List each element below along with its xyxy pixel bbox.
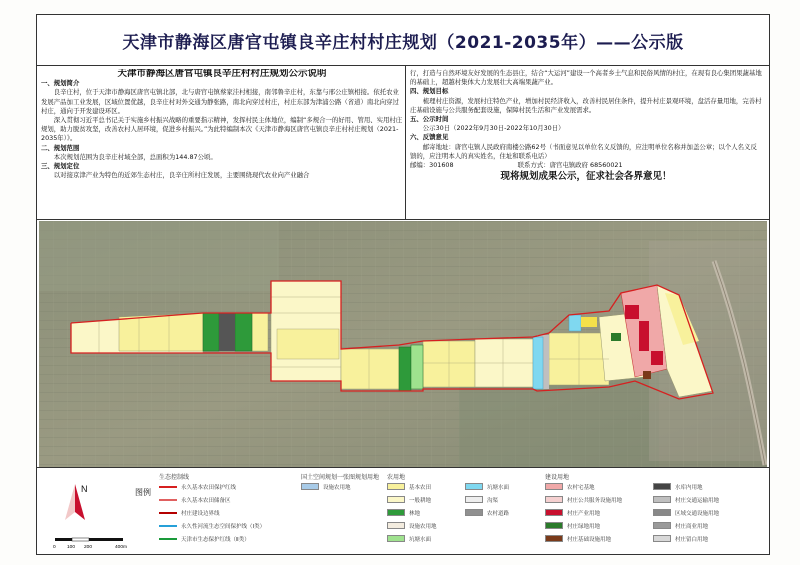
- legend-item-label: 村庄产业用地: [567, 510, 601, 517]
- section-heading-scope: 二、规划范围: [41, 143, 80, 152]
- legend-swatch: [653, 509, 671, 516]
- legend-item-label: 永久性河流生态空间保护线（Ⅰ类）: [181, 523, 266, 530]
- legend-item-label: 村庄绿地用地: [567, 523, 601, 530]
- notice-panel: [37, 65, 769, 220]
- legend-item-label: 永久基本农田保护红线: [181, 484, 237, 491]
- legend-swatch: [653, 483, 671, 490]
- notice-slogan: 现将规划成果公示，征求社会各界意见！: [500, 171, 672, 183]
- positioning-continued: 行，打造与自然环境友好发展的生态县庄，结合“大运河”建设一个高者乡土气息和民俗风情的村庄，在现有良心集团果蔬基地的基础上，超越村集体大力发展壮大高端果蔬产业。: [410, 69, 762, 87]
- scope-paragraph: 本次规划范围为良辛庄村域全部，总面积为144.87公顷。: [53, 152, 217, 161]
- map-canvas: [39, 221, 767, 467]
- page-title: 天津市静海区唐官屯镇良辛庄村村庄规划（2021-2035年）——公示版: [122, 32, 684, 53]
- section-heading-positioning: 三、规划定位: [41, 162, 80, 171]
- legend-item-label: 村庄建设边界线: [181, 510, 220, 517]
- legend-panel: [37, 467, 769, 555]
- legend-item: [465, 482, 509, 491]
- section-heading-goals: 四、规划目标: [410, 87, 449, 96]
- legend-item-label: 区域交通设施用地: [675, 510, 720, 517]
- legend-item: [653, 521, 708, 530]
- legend-item: [387, 495, 431, 504]
- legend-swatch: [545, 496, 563, 503]
- legend-item-label: 村庄留白用地: [675, 536, 709, 543]
- legend-item-label: 水库内用地: [675, 484, 703, 491]
- legend-swatch: [545, 535, 563, 542]
- legend-caption-text: 图例: [135, 488, 151, 497]
- legend-item-label: 村庄公共服务设施用地: [567, 497, 623, 504]
- north-arrow-icon: [55, 480, 95, 528]
- column-divider: [405, 65, 406, 219]
- notice-title: 天津市静海区唐官屯镇良辛庄村村庄规划公示说明: [117, 69, 327, 79]
- legend-swatch: [159, 499, 177, 501]
- goals-paragraph: 梳理村庄资源，发展村庄特色产业，增加村民经济收入，改善村民居住条件，提升村庄景观环境，盘活存量用地，完善村庄基础设施与公共服务配套设施，保障村民生活和产业发展需求。: [410, 96, 762, 114]
- legend-header-construction: 建设用地: [545, 474, 570, 481]
- legend-swatch: [387, 496, 405, 503]
- positioning-paragraph: 以对接京津产业为特色的近郊生态村庄，良辛庄所村庄发展，主要围绕现代农业向产业融合: [53, 171, 310, 180]
- legend-swatch: [465, 483, 483, 490]
- legend-item: [301, 482, 351, 491]
- legend-item: [159, 521, 265, 530]
- legend-item: [653, 495, 719, 504]
- legend-item: [653, 482, 703, 491]
- legend-swatch: [159, 512, 177, 514]
- feedback-address: 邮寄地址：唐官屯镇人民政府南楼公路62号（书面意见以单位名义反馈的，应注明单位名称并加盖公章；以个人名义反馈的，应注明本人的真实姓名，住址和联系电话）: [410, 142, 757, 160]
- legend-item-label: 永久基本农田储备区: [181, 497, 231, 504]
- scale-bar: [49, 536, 129, 550]
- legend-item-label: 沟渠: [487, 497, 499, 504]
- legend-item: [545, 495, 622, 504]
- legend-item: [465, 508, 509, 517]
- planning-sheet: [36, 14, 770, 555]
- scale-tick: 100: [67, 545, 76, 550]
- legend-swatch: [387, 509, 405, 516]
- legend-item: [387, 482, 431, 491]
- legend-item: [387, 534, 431, 543]
- legend-item-label: 村庄商业用地: [675, 523, 709, 530]
- legend-item: [159, 508, 220, 517]
- scale-tick: 200: [84, 545, 93, 550]
- legend-item-label: 村庄交通运输用地: [675, 497, 720, 504]
- legend-swatch: [159, 525, 177, 527]
- legend-item-label: 基本农田: [409, 484, 432, 491]
- legend-item: [159, 482, 236, 491]
- section-heading-feedback: 六、反馈意见: [410, 133, 449, 142]
- legend-swatch: [465, 509, 483, 516]
- section-heading-intro: 一、规划简介: [41, 79, 80, 88]
- legend-swatch: [387, 483, 405, 490]
- notice-right-column: [410, 69, 762, 217]
- legend-item: [465, 495, 498, 504]
- legend-item: [545, 482, 595, 491]
- legend-swatch: [465, 496, 483, 503]
- legend-header-eco: 生态控制线: [159, 474, 190, 481]
- feedback-contact-row: [410, 161, 762, 170]
- legend-header-plan: 国土空间规划一张图规划用地: [301, 474, 380, 481]
- legend-swatch: [159, 486, 177, 488]
- legend-item-label: 坑塘水面: [487, 484, 510, 491]
- legend-item: [387, 521, 437, 530]
- period-paragraph: 公示30日（2022年9月30日-2022年10月30日）: [422, 124, 565, 133]
- legend-item-label: 坑塘水面: [409, 536, 432, 543]
- legend-item: [545, 534, 611, 543]
- notice-left-column: [41, 69, 403, 217]
- feedback-zip: 邮编：301608: [410, 161, 454, 170]
- legend-caption: [135, 478, 151, 508]
- legend-item-label: 农村宅基地: [567, 484, 595, 491]
- legend-item: [545, 521, 600, 530]
- legend-item-label: 林地: [409, 510, 421, 517]
- feedback-phone: 联系方式：唐官屯镇政府 68560021: [517, 161, 623, 170]
- title-band: [37, 15, 769, 66]
- legend-swatch: [159, 538, 177, 540]
- legend-item: [387, 508, 420, 517]
- legend-swatch: [387, 522, 405, 529]
- legend-item-label: 设施农用地: [409, 523, 437, 530]
- legend-swatch: [545, 522, 563, 529]
- scale-tick: 400m: [115, 545, 127, 550]
- legend-item-label: 天津市生态保护红线（Ⅱ类）: [181, 536, 250, 543]
- legend-swatch: [653, 496, 671, 503]
- legend-item-label: 村庄基础设施用地: [567, 536, 612, 543]
- legend-swatch: [545, 509, 563, 516]
- legend-item-label: 设施农用地: [323, 484, 351, 491]
- intro-paragraph-1: 良辛庄村，位于天津市静海区唐官屯镇北部，北与唐官屯镇蔡家洼村相接，南邻鲁辛庄村，东靠与邢公庄镇相接。依托农业发展产品加工业发展，区域位置优越，良辛庄村对外交通为静张路，南北向穿过村庄，村庄东部为津浦公路（省道）南北向穿过村庄，通向于开发建设环区。: [41, 88, 399, 115]
- north-label: N: [81, 484, 88, 494]
- legend-item-label: 一般耕地: [409, 497, 432, 504]
- legend-swatch: [301, 483, 319, 490]
- section-heading-period: 五、公示时间: [410, 115, 449, 124]
- legend-swatch: [653, 522, 671, 529]
- legend-item: [159, 495, 231, 504]
- legend-item: [545, 508, 600, 517]
- planning-map[interactable]: [39, 221, 767, 467]
- legend-item: [653, 534, 708, 543]
- legend-swatch: [653, 535, 671, 542]
- legend-item: [653, 508, 719, 517]
- intro-paragraph-2: 深入贯彻习近平总书记关于实施乡村振兴战略的重要指示精神，发挥村民主体地位，编制“多规合一的好用、管用、实用村庄规划，助力脱贫攻坚，改善农村人居环境，促进乡村振兴。”为此特编制本次《天津市静海区唐官屯镇良辛庄村村庄规划（2021-2035年）》。: [41, 116, 403, 143]
- legend-swatch: [545, 483, 563, 490]
- legend-item-label: 农村道路: [487, 510, 510, 517]
- legend-swatch: [387, 535, 405, 542]
- legend-header-agri: 农用地: [387, 474, 406, 481]
- scale-tick: 0: [53, 545, 56, 550]
- legend-item: [159, 534, 250, 543]
